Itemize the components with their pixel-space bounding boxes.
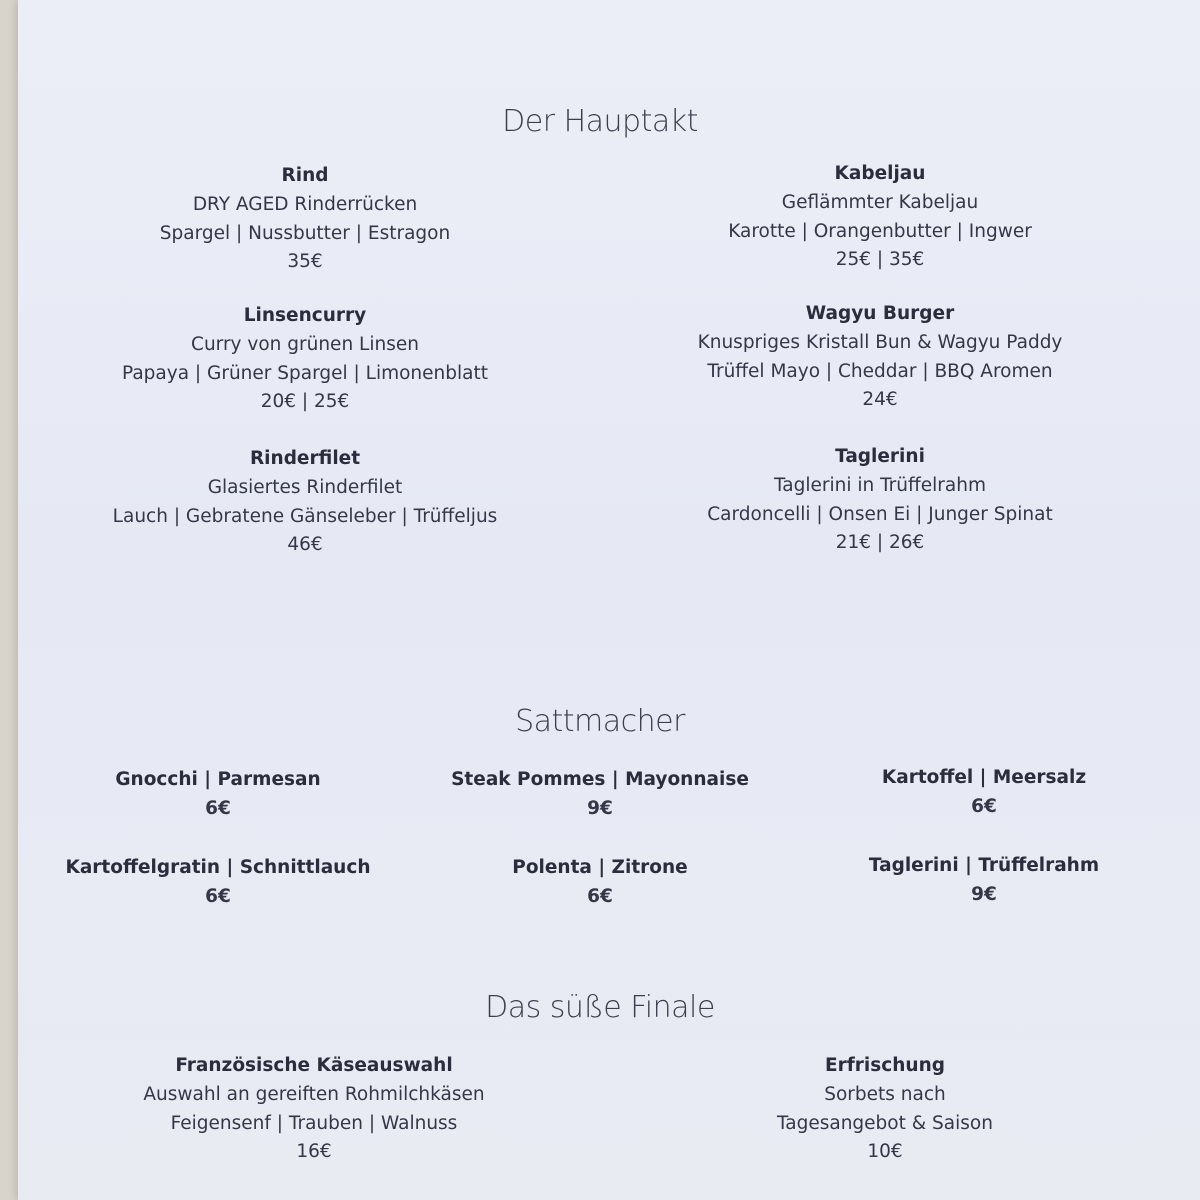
dish-price: 16€ [296,1141,332,1163]
main-course-title: Der Hauptakt [502,104,698,139]
sides-title: Sattmacher [515,704,685,739]
side-price: 9€ [587,798,613,819]
dish-kabeljau [668,160,1092,275]
dish-description: Geflämmter Kabeljau [781,191,979,213]
dish-description: Knuspriges Kristall Bun & Wagyu Paddy [697,331,1063,353]
side-name: Gnocchi | Parmesan [115,769,321,790]
dessert-cheese [134,1052,494,1167]
dish-sides: Karotte | Orangenbutter | Ingwer [728,220,1032,242]
side-name: Kartoffel | Meersalz [881,767,1087,788]
dish-name: Französische Käseauswahl [175,1055,453,1076]
side-price: 6€ [205,798,231,819]
dish-price: 24€ [862,389,898,411]
side-price: 6€ [205,886,231,907]
side-item [480,853,720,911]
dish-name: Wagyu Burger [805,303,955,324]
side-name: Steak Pommes | Mayonnaise [451,769,749,790]
dish-rind [100,162,510,277]
dish-description: Auswahl an gereiften Rohmilchkäsen [143,1083,485,1105]
dish-sides: Spargel | Nussbutter | Estragon [159,222,451,244]
dish-sides: Tagesangebot & Saison [777,1112,993,1134]
dish-description: Curry von grünen Linsen [191,333,419,355]
dish-wagyu-burger [668,300,1092,415]
side-name: Polenta | Zitrone [512,857,688,878]
dish-sides: Lauch | Gebratene Gänseleber | Trüffeljus [112,505,498,527]
dish-name: Rinderfilet [249,448,361,469]
dish-sides: Trüffel Mayo | Cheddar | BBQ Aromen [707,360,1053,382]
dish-name: Erfrischung [824,1055,945,1076]
side-item [58,853,378,911]
dessert-erfrischung [730,1052,1040,1167]
dish-price: 20€ | 25€ [260,391,350,413]
dish-price: 10€ [867,1141,903,1163]
side-item [88,765,348,823]
dish-sides: Papaya | Grüner Spargel | Limonenblatt [122,362,488,384]
dish-description: Taglerini in Trüffelrahm [774,474,986,496]
dish-price: 25€ | 35€ [835,249,925,271]
side-item [844,763,1124,821]
side-price: 6€ [971,796,997,817]
dish-name: Rind [281,165,329,186]
dish-price: 21€ | 26€ [835,532,925,554]
dish-description: Sorbets nach [824,1083,946,1105]
dish-rinderfilet [100,445,510,560]
dish-taglerini [668,443,1092,558]
menu-page [18,0,1200,1200]
side-name: Kartoffelgratin | Schnittlauch [65,857,371,878]
dessert-title: Das süße Finale [485,990,715,1025]
dish-sides: Feigensenf | Trauben | Walnuss [170,1112,458,1134]
dish-price: 35€ [287,251,323,273]
side-price: 9€ [971,884,997,905]
dish-name: Linsencurry [243,305,367,326]
dish-name: Kabeljau [834,163,926,184]
dish-description: Glasiertes Rinderfilet [207,476,403,498]
dish-price: 46€ [287,534,323,556]
side-name: Taglerini | Trüffelrahm [868,855,1100,876]
dish-description: DRY AGED Rinderrücken [192,193,418,215]
side-price: 6€ [587,886,613,907]
side-item [844,851,1124,909]
dish-sides: Cardoncelli | Onsen Ei | Junger Spinat [707,503,1053,525]
side-item [440,765,760,823]
dish-linsencurry [100,302,510,417]
dish-name: Taglerini [835,446,925,467]
